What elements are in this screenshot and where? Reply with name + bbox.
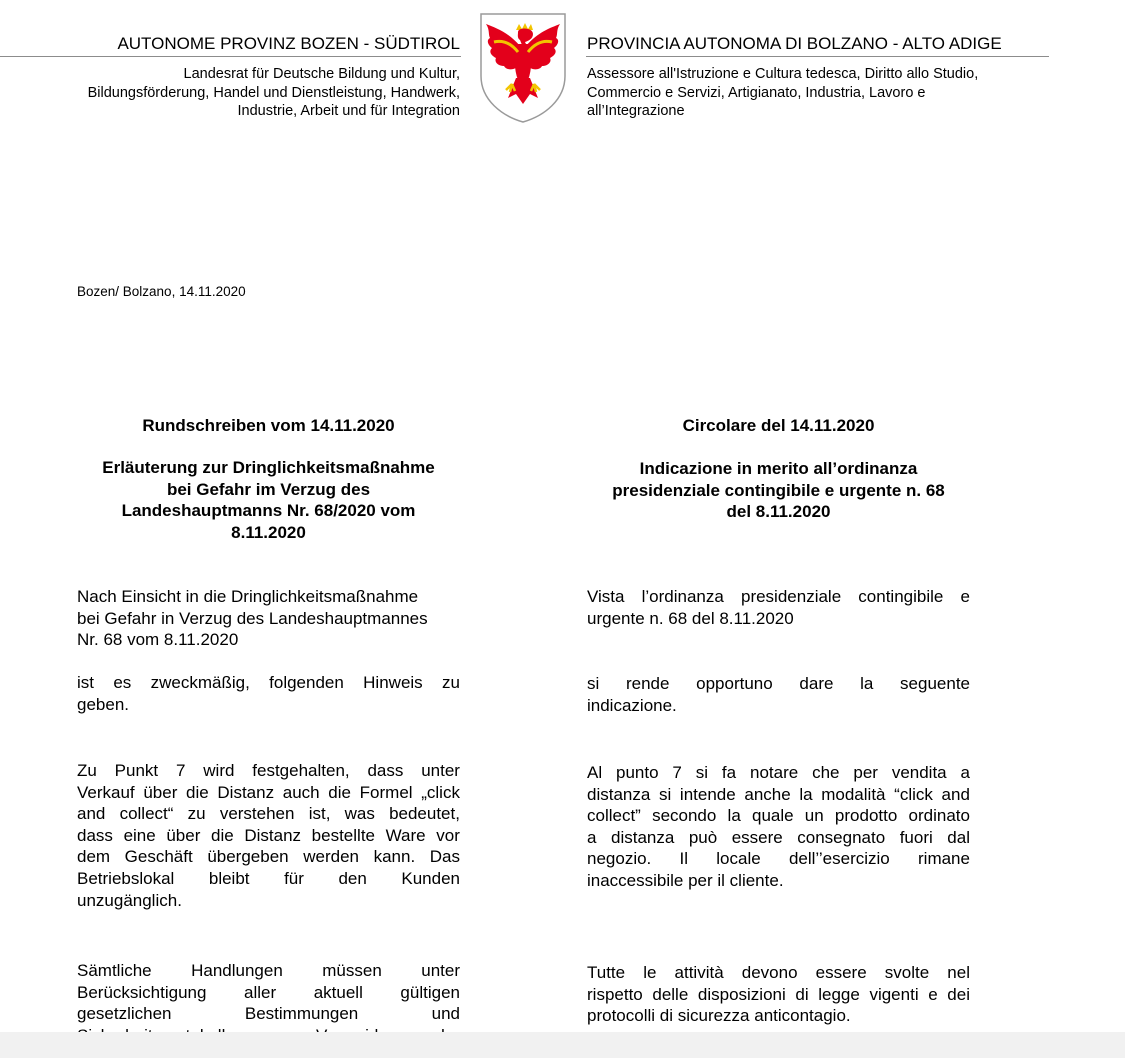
paragraph-line: Vista l’ordinanza presidenziale contingibile e — [587, 587, 970, 606]
header-divider-italian — [586, 56, 1049, 57]
header-subtitle-german — [0, 65, 460, 121]
paragraph-line: urgente n. 68 del 8.11.2020 — [587, 608, 794, 628]
header-subtitle-line: all’Integrazione — [587, 103, 685, 119]
paragraph-line: Betriebslokal bleibt für den Kunden — [77, 868, 460, 888]
paragraph-line: bei Gefahr in Verzug des Landeshauptmannes — [77, 608, 428, 628]
paragraph-line: Verkauf über die Distanz auch die Formel „click — [77, 782, 460, 802]
header-title-italian: PROVINCIA AUTONOMA DI BOLZANO - ALTO ADIGE — [587, 34, 1002, 53]
heading-line: Circolare del 14.11.2020 — [682, 416, 875, 435]
paragraph-italian-1 — [587, 586, 970, 629]
paragraph-line: and collect“ zu verstehen ist, was bedeutet, — [77, 804, 460, 824]
paragraph-line: unzugänglich. — [77, 890, 182, 910]
paragraph-line: Nach Einsicht in die Dringlichkeitsmaßnahme — [77, 587, 419, 606]
paragraph-italian-2 — [587, 673, 970, 716]
paragraph-line: indicazione. — [587, 695, 677, 715]
paragraph-line: rispetto delle disposizioni di legge vigenti e dei — [587, 984, 970, 1004]
paragraph-line: Nr. 68 vom 8.11.2020 — [77, 630, 239, 650]
header-subtitle-line: Landesrat für Deutsche Bildung und Kultur, — [183, 66, 460, 82]
page-bottom-edge — [0, 1032, 1125, 1058]
heading-line: 8.11.2020 — [231, 522, 306, 542]
paragraph-german-2 — [77, 672, 460, 715]
paragraph-italian-4 — [587, 962, 970, 1027]
header-subtitle-line: Assessore all'Istruzione e Cultura tedesca, Diritto allo Studio, — [587, 66, 979, 82]
header-divider-german — [0, 56, 461, 57]
header-subtitle-italian — [587, 65, 1057, 121]
heading-line: bei Gefahr im Verzug des — [166, 479, 371, 499]
heading-line: del 8.11.2020 — [726, 502, 831, 521]
paragraph-line: a distanza può essere consegnato fuori dal — [587, 827, 970, 847]
paragraph-line: collect” secondo la quale un prodotto ordinato — [587, 806, 970, 826]
paragraph-line: dem Geschäft übergeben werden kann. Das — [77, 847, 460, 867]
paragraph-german-3 — [77, 760, 460, 911]
paragraph-line: dass eine über die Distanz bestellte Ware vor — [77, 825, 460, 845]
paragraph-line: geben. — [77, 694, 129, 714]
circular-title-german — [77, 415, 460, 437]
header-title-german: AUTONOME PROVINZ BOZEN - SÜDTIROL — [117, 34, 460, 53]
paragraph-line: distanza si intende anche la modalità “click and — [587, 784, 970, 804]
paragraph-line: inaccessibile per il cliente. — [587, 870, 784, 890]
heading-line: Rundschreiben vom 14.11.2020 — [142, 416, 395, 435]
paragraph-line: Al punto 7 si fa notare che per vendita a — [587, 763, 970, 782]
paragraph-italian-3 — [587, 762, 970, 892]
circular-subject-italian — [587, 458, 970, 523]
paragraph-line: si rende opportuno dare la seguente — [587, 674, 970, 693]
paragraph-line: Berücksichtigung aller aktuell gültigen — [77, 982, 460, 1002]
paragraph-german-1 — [77, 586, 460, 651]
paragraph-line: ist es zweckmäßig, folgenden Hinweis zu — [77, 673, 460, 692]
heading-line: Indicazione in merito all’ordinanza — [639, 459, 918, 478]
paragraph-line: gesetzlichen Bestimmungen und — [77, 1004, 460, 1024]
paragraph-line: Sämtliche Handlungen müssen unter — [77, 961, 460, 980]
paragraph-line: protocolli di sicurezza anticontagio. — [587, 1006, 851, 1026]
header-subtitle-line: Industrie, Arbeit und für Integration — [237, 103, 460, 119]
header-subtitle-line: Bildungsförderung, Handel und Dienstleistung, Handwerk, — [87, 84, 460, 101]
document-date: Bozen/ Bolzano, 14.11.2020 — [77, 284, 246, 299]
circular-subject-german — [77, 457, 460, 543]
paragraph-line: Tutte le attività devono essere svolte nel — [587, 963, 970, 982]
header-subtitle-line: Commercio e Servizi, Artigianato, Industria, Lavoro e — [587, 84, 926, 101]
heading-line: Landeshauptmanns Nr. 68/2020 vom — [121, 501, 416, 520]
paragraph-line: negozio. Il locale dell’’esercizio rimane — [587, 849, 970, 869]
heading-line: presidenziale contingibile e urgente n. 68 — [612, 480, 945, 500]
paragraph-line: Zu Punkt 7 wird festgehalten, dass unter — [77, 761, 460, 780]
heading-line: Erläuterung zur Dringlichkeitsmaßnahme — [102, 458, 435, 477]
circular-title-italian — [587, 415, 970, 437]
coat-of-arms-icon — [478, 12, 568, 124]
